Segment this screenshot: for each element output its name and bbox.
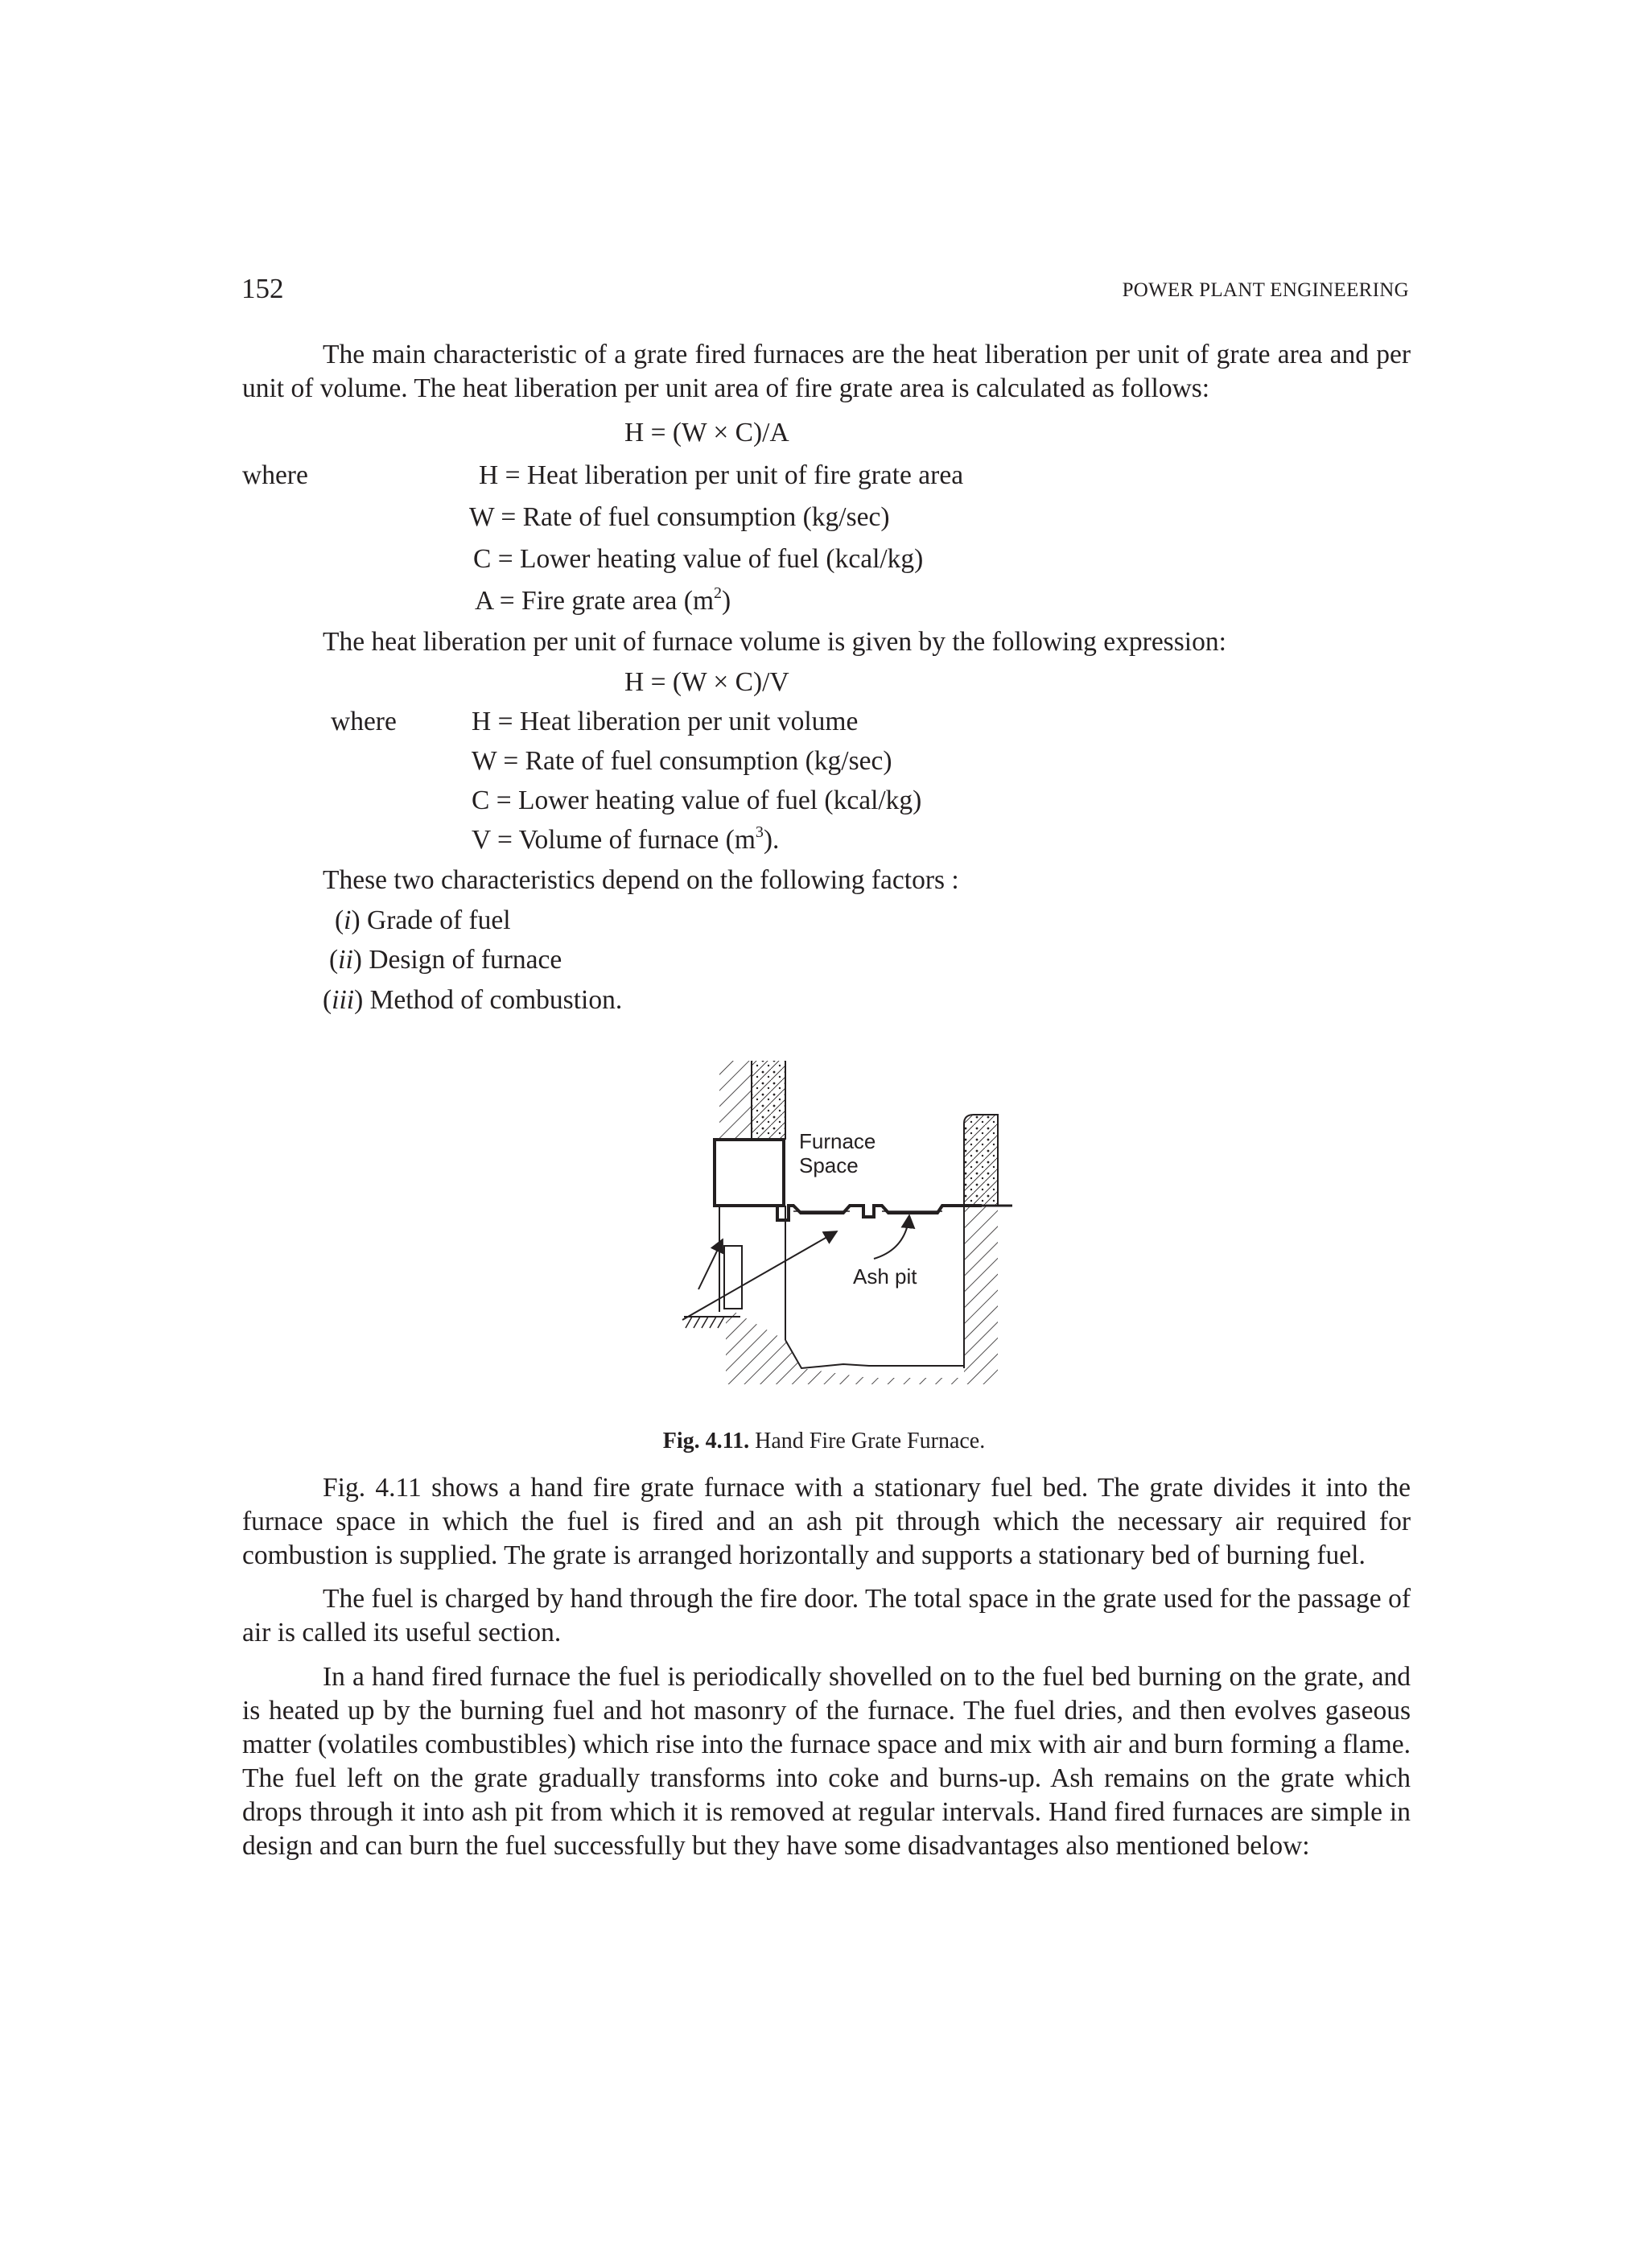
- definition-w-area: W = Rate of fuel consumption (kg/sec): [469, 502, 890, 532]
- body-paragraph: Fig. 4.11 shows a hand fire grate furnace with a stationary fuel bed. The grate divides it into the furnace space in which the fuel is fired and an ash pit through which the necessary air required for combustion is supplied. The grate is arranged horizontally and supports a stationary bed of burning fuel.: [242, 1473, 1411, 1570]
- left-wall: [719, 1061, 785, 1140]
- intro-paragraph: The main characteristic of a grate fired furnaces are the heat liberation per unit of grate area and per unit of volume. The heat liberation per unit area of fire grate area is calculated as follows:: [242, 340, 1411, 403]
- factor-item: (iii) Method of combustion.: [323, 985, 623, 1015]
- right-wall: [964, 1115, 1012, 1384]
- figure-caption: Fig. 4.11. Hand Fire Grate Furnace.: [662, 1429, 986, 1454]
- factors-intro: These two characteristics depend on the following factors :: [323, 865, 959, 895]
- formula-area: H = (W × C)/A: [624, 418, 789, 447]
- body-paragraph: The fuel is charged by hand through the fire door. The total space in the grate used for the passage of air is called its useful section.: [242, 1584, 1411, 1647]
- label-space: Space: [799, 1153, 859, 1177]
- fire-door: [715, 1140, 784, 1206]
- factor-item: (ii) Design of furnace: [329, 945, 562, 975]
- body-paragraph: In a hand fired furnace the fuel is periodically shovelled on to the fuel bed burning on the grate, and is heated up by the burning fuel and hot masonry of the furnace. The fuel dries, and then evolves gaseous matter (volatiles combustibles) which rise into the furnace space and mix with air and burn forming a flame. The fuel left on the grate gradually transforms into coke and burns-up. Ash remains on the grate which drops through it into ash pit from which it is removed at regular intervals. Hand fired furnaces are simple in design and can burn the fuel successfully but they have some disadvantages also mentioned below:: [242, 1662, 1411, 1861]
- factor-item: (i) Grade of fuel: [335, 905, 511, 935]
- formula-volume: H = (W × C)/V: [624, 667, 789, 697]
- definition-a-area: A = Fire grate area $(m^2)$: [475, 583, 731, 616]
- air-inlet-post: [724, 1246, 742, 1309]
- hand-fire-grate-furnace-diagram: [636, 1046, 1022, 1400]
- definition-h-volume: H = Heat liberation per unit volume: [472, 707, 859, 736]
- grate: [715, 1206, 982, 1220]
- ash-pit-floor: [785, 1340, 964, 1368]
- superscript-2: 2: [714, 583, 723, 602]
- volume-intro: The heat liberation per unit of furnace volume is given by the following expression:: [323, 627, 1226, 657]
- definition-w-volume: W = Rate of fuel consumption (kg/sec): [472, 746, 892, 776]
- where-label: where: [242, 460, 308, 490]
- label-furnace: Furnace: [799, 1129, 876, 1153]
- label-ash-pit: Ash pit: [853, 1264, 917, 1289]
- definition-h-area: H = Heat liberation per unit of fire grate area: [479, 460, 964, 490]
- definition-v-volume: V = Volume of furnace $(m^3)$.: [472, 823, 780, 855]
- definition-c-volume: C = Lower heating value of fuel (kcal/kg): [472, 786, 922, 815]
- superscript-3: 3: [755, 823, 764, 841]
- page-number: 152: [241, 273, 284, 304]
- ash-pit-arrow: [874, 1215, 909, 1259]
- definition-c-area: C = Lower heating value of fuel (kcal/kg): [473, 544, 924, 574]
- where-label: where: [331, 707, 397, 736]
- running-head: POWER PLANT ENGINEERING: [1122, 279, 1409, 301]
